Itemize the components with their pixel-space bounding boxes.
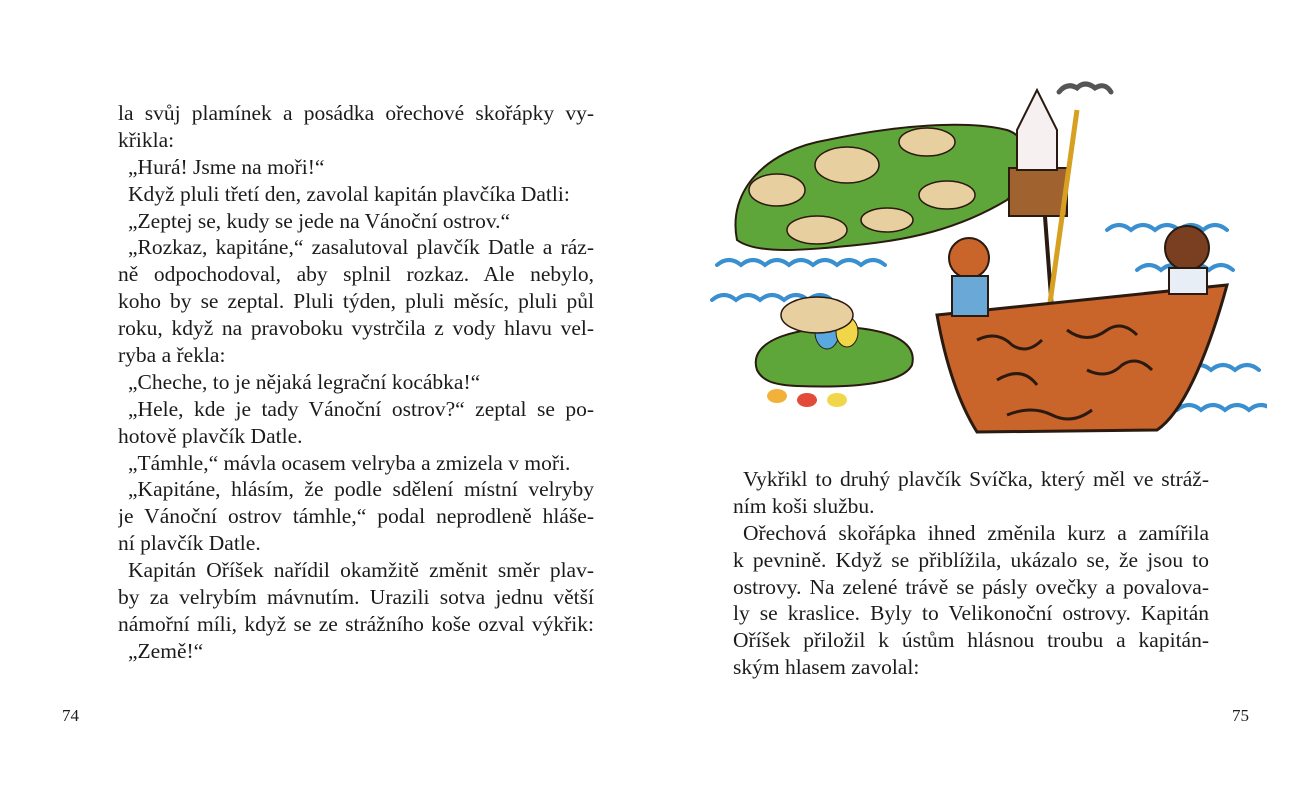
- text-line: křikla:: [118, 127, 175, 152]
- text-line: ly se kraslice. Byly to Velikonoční ostrovy. Kapitán: [733, 601, 1209, 626]
- text-line: „Hele, kde je tady Vánoční ostrov?“ zeptal se po-: [128, 396, 594, 421]
- text-line: „Země!“: [128, 638, 204, 663]
- text-line: „Hurá! Jsme na moři!“: [128, 154, 325, 179]
- text-line: ně odpochodoval, aby splnil rozkaz. Ale nebylo,: [118, 262, 594, 287]
- right-page-number: 75: [1232, 706, 1249, 725]
- text-line: Když pluli třetí den, zavolal kapitán plavčíka Datli:: [128, 181, 570, 206]
- text-line: „Kapitáne, hlásím, že podle sdělení místní velryby: [128, 477, 594, 502]
- text-line: „Zeptej se, kudy se jede na Vánoční ostrov.“: [128, 208, 511, 233]
- text-line: Ořechová skořápka ihned změnila kurz a zamířila: [743, 520, 1209, 545]
- sailor-left: [949, 238, 989, 278]
- text-line: roku, když na pravoboku vystrčila z vody hlavu vel-: [118, 316, 594, 341]
- egg-icon: [797, 393, 817, 407]
- left-page-number: 74: [62, 706, 79, 725]
- egg-icon: [767, 389, 787, 403]
- candle-sailor: [1017, 90, 1057, 170]
- text-line: hotově plavčík Datle.: [118, 423, 303, 448]
- text-line: ostrovy. Na zelené trávě se pásly ovečky a povalova-: [733, 574, 1209, 599]
- text-line: la svůj plamínek a posádka ořechové skořápky vy-: [118, 101, 594, 125]
- text-line: koho by se zeptal. Pluli týden, pluli měsíc, pluli půl: [118, 289, 594, 314]
- text-line: by za velrybím mávnutím. Urazili sotva jednu větší: [118, 585, 594, 610]
- text-line: Kapitán Oříšek nařídil okamžitě změnit směr plav-: [128, 558, 594, 583]
- text-line: ským hlasem zavolal:: [733, 655, 920, 680]
- left-page-text: [118, 100, 594, 665]
- text-line: ryba a řekla:: [118, 343, 226, 368]
- text-line: „Rozkaz, kapitáne,“ zasalutoval plavčík Datle a ráz-: [128, 235, 594, 260]
- egg-icon: [827, 393, 847, 407]
- smoke-icon: [1059, 84, 1111, 92]
- text-line: „Cheche, to je nějaká legrační kocábka!“: [128, 369, 481, 394]
- right-page-text: [733, 466, 1209, 681]
- text-line: k pevnině. Když se přiblížila, ukázalo se, že jsou to: [733, 547, 1209, 572]
- text-line: Oříšek přiložil k ústům hlásnou troubu a kapitán-: [733, 628, 1209, 653]
- text-line: ní plavčík Datle.: [118, 531, 261, 556]
- boat-and-easter-islands-illustration: [707, 70, 1267, 440]
- text-line: námořní míli, když se ze strážního koše ozval výkřik:: [118, 611, 594, 636]
- text-line: je Vánoční ostrov támhle,“ podal neprodleně hláše-: [118, 504, 594, 529]
- sailor-right: [1165, 226, 1209, 270]
- crows-nest-basket: [1009, 168, 1067, 216]
- text-line: Vykřikl to druhý plavčík Svíčka, který měl ve stráž-: [743, 467, 1209, 491]
- text-line: ním koši službu.: [733, 493, 875, 518]
- text-line: „Támhle,“ mávla ocasem velryba a zmizela v moři.: [128, 450, 571, 475]
- right-page: [655, 0, 1310, 800]
